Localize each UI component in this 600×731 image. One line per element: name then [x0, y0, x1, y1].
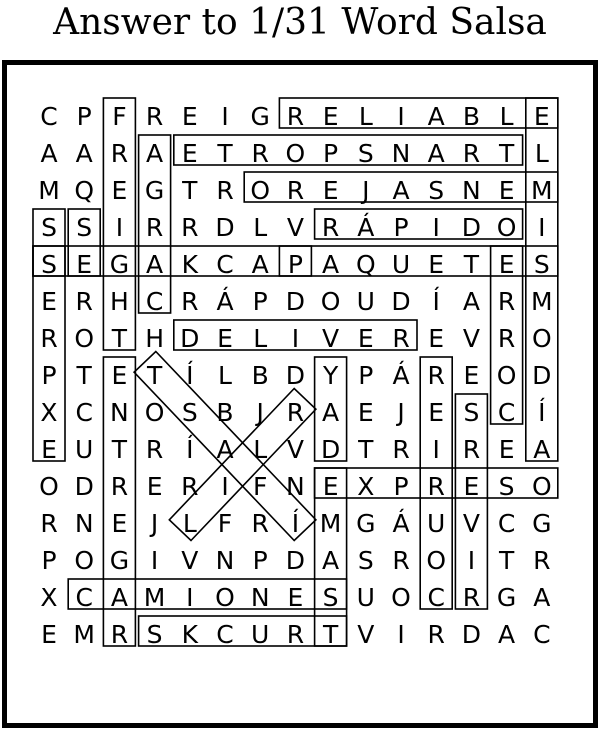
- grid-cell: P: [252, 546, 268, 575]
- grid-cell: O: [39, 472, 59, 501]
- answer-box: [33, 246, 311, 276]
- grid-cell: R: [145, 213, 164, 242]
- grid-cell: T: [498, 546, 515, 575]
- grid-cell: E: [463, 472, 480, 501]
- grid-cell: Á: [392, 361, 410, 390]
- grid-cell: R: [181, 287, 199, 316]
- grid-cell: T: [146, 361, 163, 390]
- grid-cell: R: [145, 102, 164, 131]
- grid-cell: I: [432, 435, 440, 464]
- grid-cell: R: [321, 213, 340, 242]
- word-search-grid: [2, 60, 598, 728]
- grid-cell: E: [498, 176, 515, 205]
- grid-cell: P: [393, 472, 409, 501]
- grid-cell: N: [110, 398, 129, 427]
- grid-cell: R: [75, 287, 93, 316]
- grid-cell: O: [144, 398, 165, 427]
- grid-cell: B: [216, 398, 234, 427]
- grid-cell: A: [322, 398, 340, 427]
- grid-cell: E: [76, 250, 93, 279]
- grid-cell: E: [498, 250, 515, 279]
- grid-cell: A: [146, 250, 164, 279]
- grid-cell: D: [532, 361, 552, 390]
- grid-cell: A: [462, 287, 480, 316]
- grid-cell: R: [286, 176, 305, 205]
- grid-cell: R: [251, 509, 269, 538]
- grid-cell: E: [357, 324, 374, 353]
- grid-cell: R: [286, 398, 305, 427]
- grid-cell: N: [250, 583, 270, 612]
- grid-cell: I: [397, 620, 405, 649]
- puzzle-title: Answer to 1/31 Word Salsa: [53, 2, 547, 43]
- grid-cell: J: [150, 509, 159, 538]
- grid-cell: T: [358, 435, 374, 464]
- grid-letters: [38, 102, 552, 649]
- grid-cell: H: [109, 287, 129, 316]
- grid-cell: N: [391, 139, 411, 168]
- grid-cell: L: [253, 435, 268, 464]
- grid-cell: D: [180, 324, 200, 353]
- grid-cell: S: [357, 546, 374, 575]
- grid-cell: Á: [357, 213, 375, 242]
- grid-cell: D: [461, 620, 482, 649]
- grid-cell: D: [391, 287, 411, 316]
- grid-cell: R: [427, 472, 445, 501]
- grid-cell: P: [287, 250, 303, 279]
- grid-cell: N: [74, 509, 94, 538]
- grid-cell: X: [40, 583, 58, 612]
- grid-cell: Í: [186, 435, 194, 464]
- grid-cell: R: [497, 287, 516, 316]
- grid-cell: V: [181, 546, 199, 575]
- grid-cell: M: [73, 620, 95, 649]
- grid-cell: R: [497, 324, 516, 353]
- grid-cell: A: [251, 250, 269, 279]
- grid-cell: E: [533, 102, 550, 131]
- grid-cell: R: [392, 324, 410, 353]
- grid-cell: E: [322, 472, 339, 501]
- grid-cell: X: [40, 398, 58, 427]
- grid-cell: C: [216, 250, 234, 279]
- grid-cell: L: [358, 102, 373, 131]
- grid-cell: R: [110, 139, 129, 168]
- grid-cell: E: [41, 287, 57, 316]
- grid-cell: G: [109, 546, 130, 575]
- grid-cell: A: [427, 102, 445, 131]
- grid-cell: Í: [432, 287, 440, 316]
- grid-cell: R: [286, 620, 305, 649]
- grid-cell: S: [322, 583, 339, 612]
- grid-cell: R: [181, 472, 199, 501]
- grid-cell: L: [253, 213, 268, 242]
- grid-cell: O: [531, 324, 552, 353]
- grid-cell: M: [143, 583, 166, 612]
- grid-cell: U: [75, 435, 94, 464]
- grid-cell: R: [462, 139, 481, 168]
- grid-cell: R: [427, 361, 445, 390]
- grid-cell: R: [533, 546, 551, 575]
- grid-cell: S: [428, 176, 445, 205]
- grid-cell: D: [215, 213, 235, 242]
- grid-cell: I: [432, 213, 440, 242]
- grid-cell: T: [322, 620, 339, 649]
- grid-cell: P: [393, 213, 409, 242]
- grid-cell: E: [41, 620, 57, 649]
- grid-cell: D: [285, 546, 306, 575]
- grid-cell: I: [467, 546, 476, 575]
- grid-cell: Í: [186, 361, 194, 390]
- grid-cell: L: [499, 102, 514, 131]
- grid-cell: N: [286, 472, 305, 501]
- grid-cell: O: [531, 472, 552, 501]
- grid-cell: C: [533, 620, 551, 649]
- grid-cell: R: [216, 176, 234, 205]
- grid-cell: C: [216, 620, 234, 649]
- grid-cell: T: [111, 435, 128, 464]
- grid-cell: N: [462, 176, 481, 205]
- grid-cell: A: [216, 435, 234, 464]
- grid-cell: G: [496, 583, 517, 612]
- grid-cell: S: [41, 213, 57, 242]
- grid-cell: Y: [322, 361, 339, 390]
- grid-cell: A: [110, 583, 128, 612]
- grid-cell: D: [461, 213, 482, 242]
- grid-cell: A: [533, 435, 551, 464]
- grid-cell: R: [40, 324, 58, 353]
- grid-cell: O: [391, 583, 411, 612]
- grid-cell: V: [357, 620, 375, 649]
- grid-cell: I: [538, 213, 546, 242]
- grid-cell: T: [498, 139, 515, 168]
- grid-cell: I: [221, 102, 229, 131]
- grid-cell: M: [531, 287, 553, 316]
- grid-cell: A: [322, 250, 340, 279]
- grid-cell: E: [111, 509, 128, 538]
- answer-box: [315, 209, 523, 239]
- grid-cell: C: [75, 583, 93, 612]
- grid-cell: R: [110, 472, 129, 501]
- grid-cell: R: [462, 435, 481, 464]
- grid-cell: E: [357, 398, 374, 427]
- grid-cell: U: [356, 583, 375, 612]
- grid-cell: F: [253, 472, 268, 501]
- grid-cell: O: [320, 287, 341, 316]
- grid-cell: S: [76, 213, 93, 242]
- grid-cell: A: [146, 139, 164, 168]
- grid-cell: P: [252, 287, 268, 316]
- grid-cell: O: [496, 213, 517, 242]
- grid-cell: J: [397, 398, 405, 427]
- grid-cell: S: [498, 472, 515, 501]
- grid-cell: S: [533, 250, 550, 279]
- grid-cell: G: [144, 176, 165, 205]
- grid-cell: Í: [538, 398, 546, 427]
- grid-cell: O: [496, 361, 517, 390]
- grid-cell: G: [250, 102, 270, 131]
- grid-cell: O: [74, 546, 95, 575]
- grid-cell: E: [146, 472, 163, 501]
- grid-cell: O: [426, 546, 447, 575]
- grid-cell: N: [215, 546, 235, 575]
- grid-cell: L: [253, 324, 268, 353]
- grid-cell: S: [146, 620, 163, 649]
- grid-cell: E: [111, 361, 128, 390]
- grid-cell: R: [427, 620, 445, 649]
- grid-cell: T: [182, 176, 198, 205]
- grid-cell: M: [38, 176, 60, 205]
- grid-cell: D: [285, 287, 306, 316]
- grid-cell: G: [532, 509, 552, 538]
- grid-cell: E: [287, 583, 304, 612]
- grid-cell: K: [181, 620, 199, 649]
- grid-cell: O: [215, 583, 235, 612]
- grid-cell: R: [392, 546, 410, 575]
- grid-cell: I: [150, 546, 159, 575]
- grid-cell: E: [428, 398, 445, 427]
- grid-cell: Á: [216, 287, 234, 316]
- grid-cell: E: [322, 102, 339, 131]
- grid-cell: X: [357, 472, 375, 501]
- grid-cell: O: [285, 139, 306, 168]
- grid-cell: J: [256, 398, 264, 427]
- grid-cell: D: [74, 472, 94, 501]
- grid-cell: C: [427, 583, 445, 612]
- grid-cell: Á: [392, 509, 410, 538]
- grid-cell: E: [111, 176, 128, 205]
- grid-cell: T: [111, 324, 128, 353]
- grid-cell: F: [112, 102, 127, 131]
- grid-cell: I: [397, 102, 405, 131]
- grid-cell: A: [427, 139, 445, 168]
- grid-cell: I: [221, 472, 229, 501]
- grid-cell: P: [41, 546, 57, 575]
- grid-cell: L: [218, 361, 232, 390]
- grid-cell: E: [217, 324, 233, 353]
- grid-cell: P: [76, 102, 92, 131]
- grid-cell: P: [41, 361, 57, 390]
- grid-cell: V: [322, 324, 340, 353]
- grid-cell: R: [145, 435, 164, 464]
- grid-cell: E: [428, 324, 445, 353]
- grid-cell: K: [181, 250, 199, 279]
- grid-cell: C: [75, 398, 93, 427]
- grid-cell: R: [392, 435, 410, 464]
- grid-cell: U: [391, 250, 411, 279]
- grid-cell: V: [286, 213, 304, 242]
- grid-cell: E: [41, 435, 57, 464]
- grid-cell: R: [110, 620, 129, 649]
- grid-cell: S: [463, 398, 480, 427]
- grid-cell: V: [462, 509, 480, 538]
- grid-cell: U: [427, 509, 446, 538]
- grid-cell: D: [285, 361, 306, 390]
- grid-cell: F: [217, 509, 233, 538]
- grid-cell: R: [462, 583, 481, 612]
- grid-cell: R: [40, 509, 58, 538]
- grid-cell: E: [181, 139, 198, 168]
- grid-cell: M: [531, 176, 553, 205]
- grid-cell: C: [145, 287, 164, 316]
- grid-cell: P: [358, 361, 374, 390]
- grid-cell: Í: [291, 509, 300, 538]
- grid-cell: P: [323, 139, 339, 168]
- grid-cell: A: [75, 139, 93, 168]
- grid-cell: A: [392, 176, 410, 205]
- grid-cell: S: [41, 250, 57, 279]
- grid-cell: U: [251, 620, 270, 649]
- grid-cell: E: [322, 176, 339, 205]
- grid-cell: T: [463, 250, 480, 279]
- grid-cell: E: [498, 435, 515, 464]
- grid-cell: S: [181, 398, 198, 427]
- grid-cell: H: [145, 324, 165, 353]
- grid-cell: C: [497, 509, 516, 538]
- answer-box: [279, 98, 557, 128]
- grid-cell: R: [181, 213, 199, 242]
- grid-cell: C: [497, 398, 516, 427]
- grid-cell: D: [320, 435, 341, 464]
- grid-cell: C: [40, 102, 58, 131]
- grid-cell: A: [498, 620, 516, 649]
- grid-cell: V: [462, 324, 480, 353]
- grid-cell: B: [251, 361, 269, 390]
- grid-cell: Q: [355, 250, 376, 279]
- grid-cell: I: [186, 583, 194, 612]
- grid-cell: M: [319, 509, 342, 538]
- grid-cell: A: [40, 139, 58, 168]
- grid-cell: B: [462, 102, 480, 131]
- grid-cell: G: [109, 250, 130, 279]
- grid-cell: A: [533, 583, 551, 612]
- grid-cell: R: [286, 102, 305, 131]
- grid-cell: O: [250, 176, 271, 205]
- grid-cell: J: [362, 176, 370, 205]
- grid-cell: O: [74, 324, 95, 353]
- grid-cell: S: [357, 139, 374, 168]
- grid-cell: T: [217, 139, 233, 168]
- grid-cell: E: [463, 361, 480, 390]
- grid-cell: U: [356, 287, 375, 316]
- grid-cell: Q: [74, 176, 95, 205]
- grid-cell: E: [181, 102, 198, 131]
- grid-cell: L: [534, 139, 549, 168]
- grid-cell: V: [286, 435, 304, 464]
- grid-cell: G: [356, 509, 376, 538]
- grid-cell: R: [251, 139, 269, 168]
- grid-cell: I: [291, 324, 300, 353]
- grid-cell: E: [428, 250, 445, 279]
- grid-cell: I: [115, 213, 124, 242]
- grid-cell: T: [76, 361, 92, 390]
- grid-cell: A: [322, 546, 340, 575]
- grid-cell: L: [182, 509, 197, 538]
- grid-svg: [7, 65, 593, 723]
